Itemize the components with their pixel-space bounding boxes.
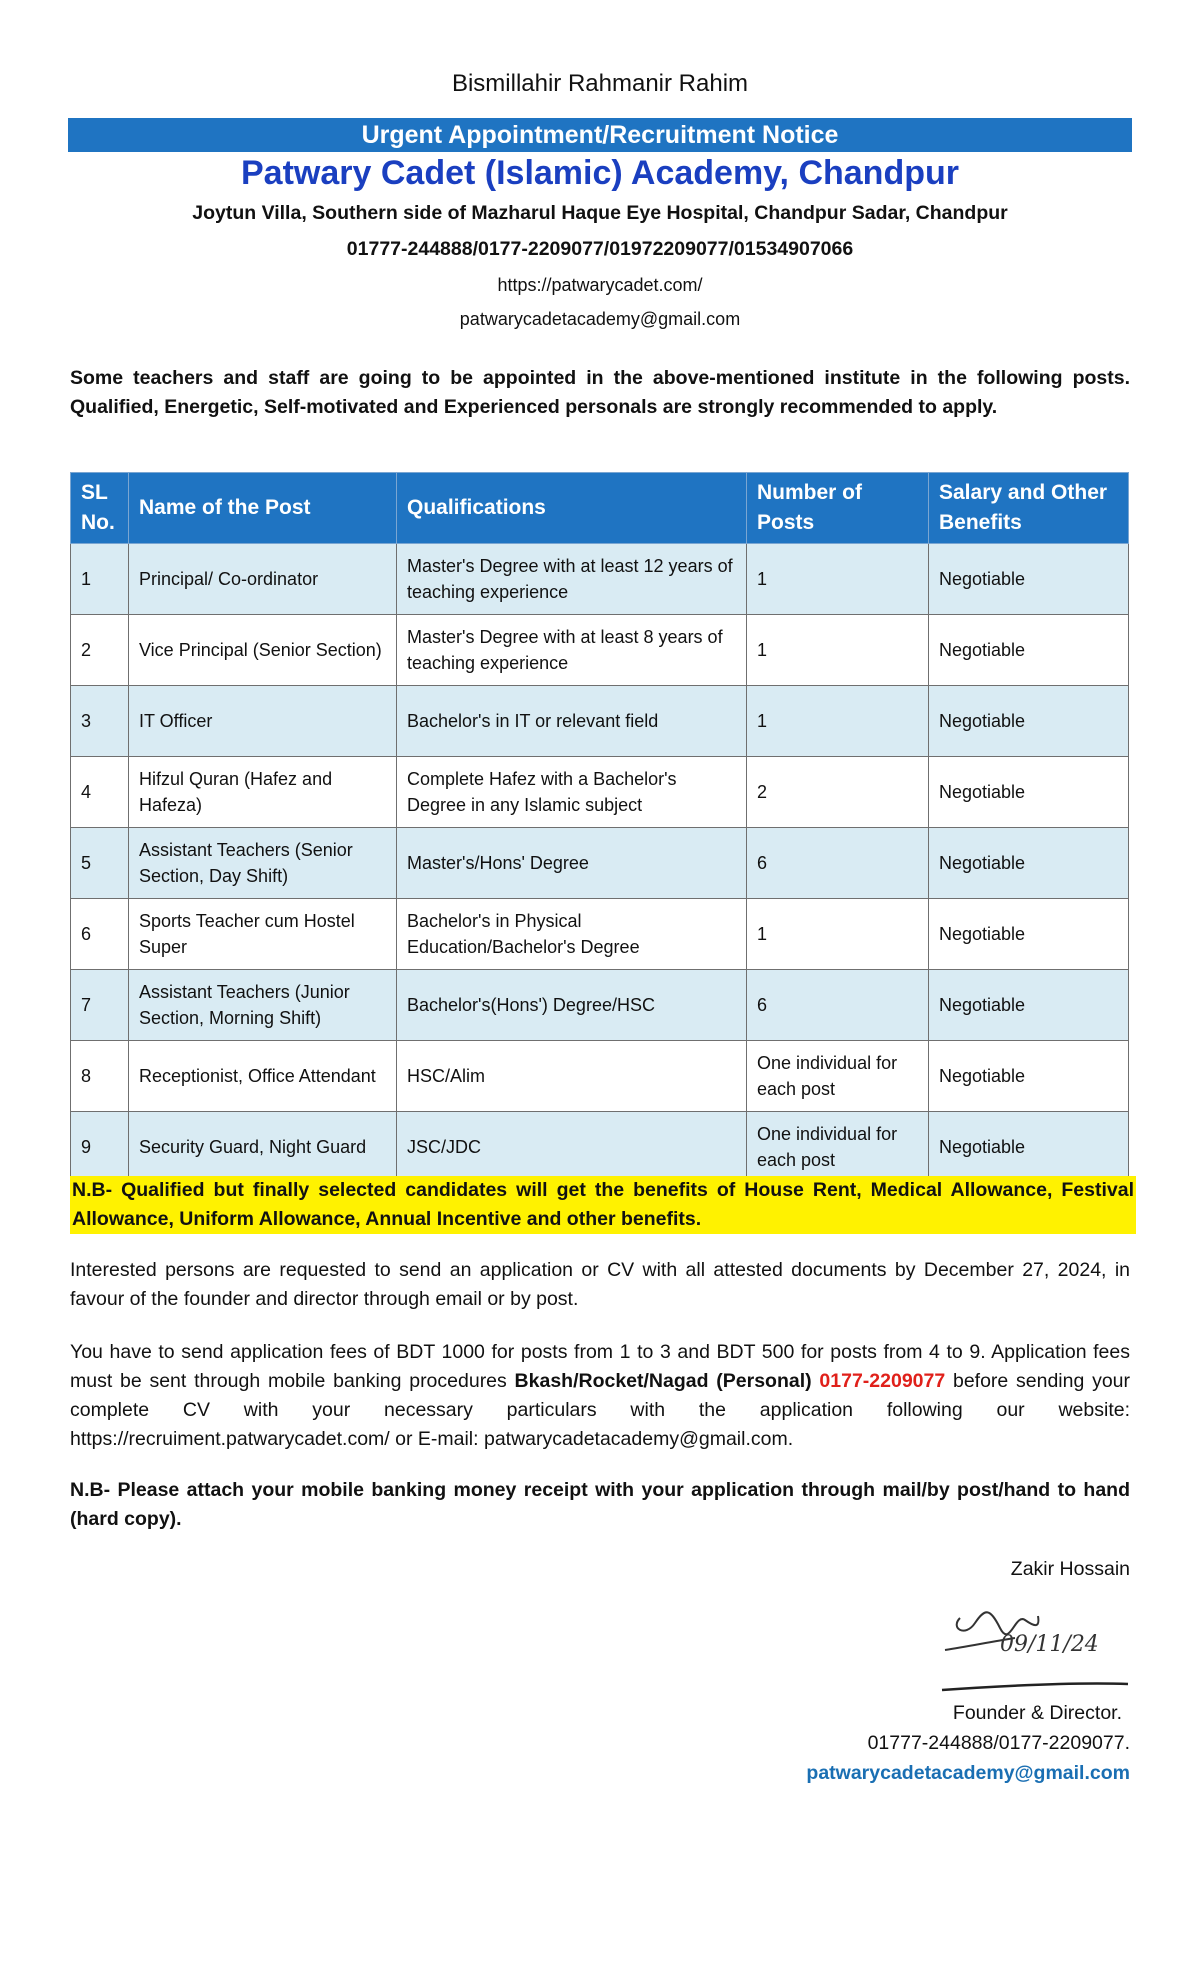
- cell-salary: Negotiable: [929, 615, 1129, 686]
- fees-text-continued: before sending your complete CV with your necessary particulars with the application following our website: https://recruiment.patwarycadet.com/ or E-mail: patwarycadetacademy@gmail.com.: [70, 1370, 1131, 1450]
- cell-post: Assistant Teachers (Junior Section, Morning Shift): [129, 970, 397, 1041]
- cell-salary: Negotiable: [929, 828, 1129, 899]
- cell-post: Assistant Teachers (Senior Section, Day Shift): [129, 828, 397, 899]
- cell-salary: Negotiable: [929, 970, 1129, 1041]
- academy-phones: 01777-244888/0177-2209077/01972209077/01534907066: [346, 238, 854, 260]
- cell-count: 1: [747, 899, 929, 970]
- cell-count: 1: [747, 686, 929, 757]
- cell-qualification: JSC/JDC: [397, 1112, 747, 1183]
- cell-count: 1: [747, 544, 929, 615]
- academy-website: https://patwarycadet.com/: [497, 275, 703, 295]
- cell-post: IT Officer: [129, 686, 397, 757]
- cell-qualification: HSC/Alim: [397, 1041, 747, 1112]
- application-paragraph: Interested persons are requested to send an application or CV with all attested documents by December 27, 2024, in favour of the founder and director through email or by post.: [70, 1259, 1130, 1310]
- header-number-of-posts: Number of Posts: [747, 473, 929, 544]
- receipt-note: N.B- Please attach your mobile banking money receipt with your application through mail/by post/hand to hand (hard copy).: [70, 1479, 1130, 1530]
- header-sl-no: SL No.: [71, 473, 129, 544]
- fees-paragraph: [70, 1338, 1130, 1454]
- cell-count: One individual for each post: [747, 1041, 929, 1112]
- cell-sl: 7: [71, 970, 129, 1041]
- cell-salary: Negotiable: [929, 1112, 1129, 1183]
- header-salary: Salary and Other Benefits: [929, 473, 1129, 544]
- cell-qualification: Master's/Hons' Degree: [397, 828, 747, 899]
- table-row: [71, 544, 1129, 615]
- cell-salary: Negotiable: [929, 757, 1129, 828]
- cell-sl: 6: [71, 899, 129, 970]
- cell-qualification: Master's Degree with at least 12 years of teaching experience: [397, 544, 747, 615]
- table-row: [71, 1112, 1129, 1183]
- header-qualifications: Qualifications: [397, 473, 747, 544]
- cell-post: Hifzul Quran (Hafez and Hafeza): [129, 757, 397, 828]
- cell-count: 1: [747, 615, 929, 686]
- cell-count: One individual for each post: [747, 1112, 929, 1183]
- cell-post: Vice Principal (Senior Section): [129, 615, 397, 686]
- cell-post: Sports Teacher cum Hostel Super: [129, 899, 397, 970]
- signer-phones: 01777-244888/0177-2209077.: [867, 1732, 1130, 1754]
- bismillah-line: Bismillahir Rahmanir Rahim: [451, 70, 749, 97]
- cell-post: Security Guard, Night Guard: [129, 1112, 397, 1183]
- signer-name: Zakir Hossain: [1010, 1558, 1130, 1580]
- payment-methods: Bkash/Rocket/Nagad (Personal): [514, 1370, 812, 1392]
- cell-count: 2: [747, 757, 929, 828]
- cell-sl: 1: [71, 544, 129, 615]
- academy-name: Patwary Cadet (Islamic) Academy, Chandpur: [241, 154, 959, 192]
- notice-title-banner: Urgent Appointment/Recruitment Notice: [68, 118, 1132, 152]
- academy-email: patwarycadetacademy@gmail.com: [459, 309, 741, 329]
- benefits-note: N.B- Qualified but finally selected candidates will get the benefits of House Rent, Medical Allowance, Festival Allowance, Uniform Allowance, Annual Incentive and other benefits.: [70, 1176, 1136, 1234]
- cell-sl: 5: [71, 828, 129, 899]
- cell-salary: Negotiable: [929, 686, 1129, 757]
- cell-sl: 8: [71, 1041, 129, 1112]
- table-row: [71, 970, 1129, 1041]
- signer-email: patwarycadetacademy@gmail.com: [806, 1762, 1130, 1784]
- table-row: [71, 828, 1129, 899]
- cell-salary: Negotiable: [929, 1041, 1129, 1112]
- cell-sl: 9: [71, 1112, 129, 1183]
- table-row: [71, 1041, 1129, 1112]
- posts-table: [70, 472, 1129, 1183]
- cell-post: Principal/ Co-ordinator: [129, 544, 397, 615]
- cell-post: Receptionist, Office Attendant: [129, 1041, 397, 1112]
- cell-count: 6: [747, 970, 929, 1041]
- signature-date: 09/11/24: [1000, 1632, 1099, 1657]
- table-row: [71, 615, 1129, 686]
- cell-sl: 4: [71, 757, 129, 828]
- academy-address: Joytun Villa, Southern side of Mazharul Haque Eye Hospital, Chandpur Sadar, Chandpur: [192, 202, 1008, 224]
- cell-sl: 3: [71, 686, 129, 757]
- cell-qualification: Bachelor's(Hons') Degree/HSC: [397, 970, 747, 1041]
- cell-salary: Negotiable: [929, 544, 1129, 615]
- table-header-row: [71, 473, 1129, 544]
- cell-count: 6: [747, 828, 929, 899]
- fees-text: You have to send application fees of BDT 1000 for posts from 1 to 3 and BDT 500 for posts from 4 to 9. Application fees must be sent through mobile banking procedures: [70, 1341, 1130, 1392]
- intro-paragraph: Some teachers and staff are going to be appointed in the above-mentioned institute in the following posts. Qualified, Energetic, Self-motivated and Experienced personals are strongly recommended to apply.: [70, 367, 1130, 418]
- cell-qualification: Bachelor's in Physical Education/Bachelor's Degree: [397, 899, 747, 970]
- table-row: [71, 899, 1129, 970]
- cell-sl: 2: [71, 615, 129, 686]
- table-row: [71, 686, 1129, 757]
- cell-qualification: Master's Degree with at least 8 years of teaching experience: [397, 615, 747, 686]
- table-row: [71, 757, 1129, 828]
- cell-qualification: Complete Hafez with a Bachelor's Degree in any Islamic subject: [397, 757, 747, 828]
- cell-qualification: Bachelor's in IT or relevant field: [397, 686, 747, 757]
- signer-title: Founder & Director.: [952, 1702, 1122, 1724]
- cell-salary: Negotiable: [929, 899, 1129, 970]
- payment-number: 0177-2209077: [819, 1370, 946, 1392]
- header-post-name: Name of the Post: [129, 473, 397, 544]
